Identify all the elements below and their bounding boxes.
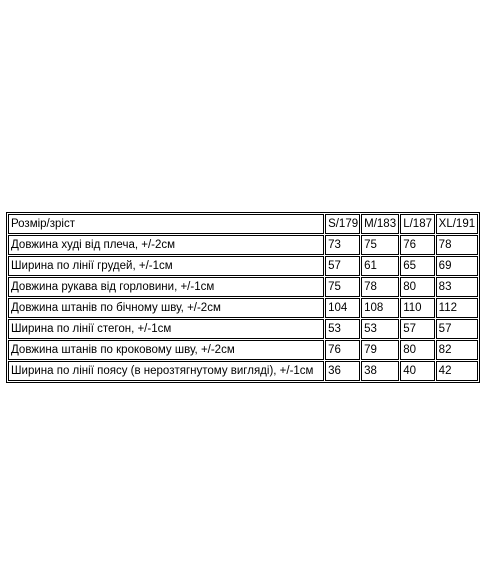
table-cell: 73: [325, 235, 360, 255]
table-row: [8, 235, 478, 255]
table-cell: 83: [436, 277, 478, 297]
table-cell: 40: [400, 361, 434, 381]
table-cell: 57: [400, 319, 434, 339]
table-row: [8, 256, 478, 276]
table-cell: 79: [361, 340, 399, 360]
table-cell: 110: [400, 298, 434, 318]
row-label: Ширина по лінії поясу (в нерозтягнутому вигляді), +/-1см: [8, 361, 324, 381]
row-label: Довжина худі від плеча, +/-2см: [8, 235, 324, 255]
size-chart: [6, 212, 480, 383]
table-header-row: [8, 214, 478, 234]
table-cell: 80: [400, 340, 434, 360]
header-cell: M/183: [361, 214, 399, 234]
table-cell: 75: [361, 235, 399, 255]
table-cell: 53: [361, 319, 399, 339]
table-cell: 69: [436, 256, 478, 276]
table-cell: 57: [436, 319, 478, 339]
table-cell: 78: [361, 277, 399, 297]
row-label: Ширина по лінії грудей, +/-1см: [8, 256, 324, 276]
size-table: [6, 212, 480, 383]
row-label: Довжина рукава від горловини, +/-1см: [8, 277, 324, 297]
row-label: Ширина по лінії стегон, +/-1см: [8, 319, 324, 339]
header-cell: S/179: [325, 214, 360, 234]
header-cell: XL/191: [436, 214, 478, 234]
table-cell: 75: [325, 277, 360, 297]
table-cell: 80: [400, 277, 434, 297]
table-row: [8, 319, 478, 339]
row-label: Довжина штанів по кроковому шву, +/-2см: [8, 340, 324, 360]
table-cell: 76: [325, 340, 360, 360]
table-cell: 76: [400, 235, 434, 255]
table-cell: 36: [325, 361, 360, 381]
table-cell: 61: [361, 256, 399, 276]
header-cell: L/187: [400, 214, 434, 234]
table-cell: 53: [325, 319, 360, 339]
table-row: [8, 277, 478, 297]
table-cell: 38: [361, 361, 399, 381]
table-cell: 108: [361, 298, 399, 318]
table-cell: 65: [400, 256, 434, 276]
row-label: Довжина штанів по бічному шву, +/-2см: [8, 298, 324, 318]
table-cell: 82: [436, 340, 478, 360]
table-cell: 112: [436, 298, 478, 318]
table-cell: 104: [325, 298, 360, 318]
table-cell: 42: [436, 361, 478, 381]
header-cell: Розмір/зріст: [8, 214, 324, 234]
table-cell: 78: [436, 235, 478, 255]
table-cell: 57: [325, 256, 360, 276]
table-row: [8, 340, 478, 360]
table-row: [8, 298, 478, 318]
table-row: [8, 361, 478, 381]
